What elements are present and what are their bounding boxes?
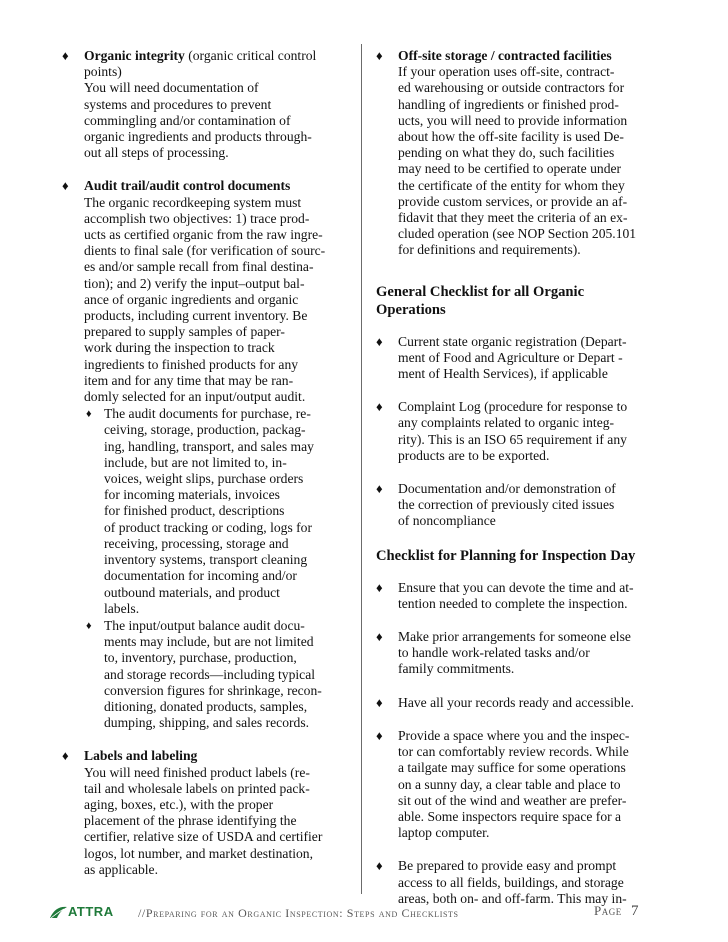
body-line: handling of ingredients or finished prod- [398, 96, 619, 112]
body-line: about how the off-site facility is used De- [398, 129, 624, 145]
body-line: a tailgate may suffice for some operations [398, 760, 626, 776]
attra-logo-text: ATTRA [68, 904, 114, 919]
body-line: receiving, processing, storage and [104, 535, 289, 551]
diamond-bullet-icon: ♦ [376, 399, 383, 415]
body-line: Provide a space where you and the inspec- [398, 727, 630, 743]
diamond-bullet-icon: ♦ [376, 727, 383, 743]
body-line: include, but are not limited to, in- [104, 454, 287, 470]
offsite-storage-item [376, 48, 660, 259]
body-line: products are to be exported. [398, 447, 550, 463]
body-line: areas, both on- and off-farm. This may in- [398, 890, 627, 906]
body-line: inventory systems, transport cleaning [104, 552, 308, 568]
body-line: may need to be certified to operate under [398, 161, 622, 177]
body-line: ceiving, storage, production, packag- [104, 422, 306, 438]
labels-item [62, 748, 352, 878]
body-line: for definitions and requirements). [398, 242, 581, 258]
body-line: voices, weight slips, purchase orders [104, 471, 304, 487]
body-line: domly selected for an input/output audit. [84, 389, 306, 405]
body-line: Current state organic registration (Depart- [398, 333, 627, 349]
body-line: tion); and 2) verify the input–output bal- [84, 275, 305, 291]
body-line: tor can comfortably review records. While [398, 744, 629, 760]
body-line: of product tracking or coding, logs for [104, 519, 313, 535]
body-line: labels. [104, 600, 140, 616]
body-line: dients to final sale (for verification of sourc- [84, 243, 326, 259]
diamond-bullet-icon: ♦ [376, 694, 383, 710]
body-line: the correction of previously cited issues [398, 497, 615, 513]
body-line: organic ingredients and products through- [84, 129, 312, 145]
body-line: access to all fields, buildings, and storage [398, 874, 624, 890]
body-line: Complaint Log (procedure for response to [398, 399, 628, 415]
body-line: item and for any time that may be ran- [84, 372, 294, 388]
organic-integrity-item [62, 48, 352, 161]
body-line: for incoming materials, invoices [104, 487, 280, 503]
body-line: able. Some inspectors require space for a [398, 808, 622, 824]
body-line: The input/output balance audit docu- [104, 617, 305, 633]
body-line: pending on what they do, such facilities [398, 145, 615, 161]
body-line: family commitments. [398, 661, 515, 677]
diamond-bullet-icon: ♦ [62, 48, 69, 63]
input-output-subitem [84, 618, 352, 731]
page-footer [48, 903, 648, 923]
diamond-bullet-icon: ♦ [376, 858, 383, 874]
body-line: to handle work-related tasks and/or [398, 645, 590, 661]
body-line: Ensure that you can devote the time and at- [398, 579, 634, 595]
body-line: commingling and/or contamination of [84, 112, 291, 128]
checklist-item [376, 629, 660, 678]
body-line: as applicable. [84, 861, 158, 877]
heading-line: Operations [376, 301, 446, 318]
diamond-bullet-icon: ♦ [62, 178, 69, 194]
body-line: systems and procedures to prevent [84, 96, 272, 112]
audit-trail-item [62, 178, 352, 731]
heading-line: Checklist for Planning for Inspection Day [376, 547, 636, 564]
diamond-bullet-icon: ♦ [376, 333, 383, 349]
body-line: tention needed to complete the inspection. [398, 595, 628, 611]
body-line: Make prior arrangements for someone else [398, 629, 631, 645]
body-line: aging, boxes, etc.), with the proper [84, 796, 274, 812]
body-line: accomplish two objectives: 1) trace prod- [84, 210, 310, 226]
body-line: points) [84, 64, 122, 80]
body-line: ment of Health Services), if applicable [398, 366, 608, 382]
checklist-item [376, 334, 660, 383]
item-title: Organic integrity [84, 48, 185, 63]
body-line: on a sunny day, a clear table and place to [398, 776, 621, 792]
body-line: documentation for incoming and/or [104, 568, 297, 584]
body-line: You will need finished product labels (re- [84, 764, 310, 780]
body-line: of noncompliance [398, 513, 496, 529]
checklist-item [376, 728, 660, 841]
body-line: provide custom services, or provide an af- [398, 193, 628, 209]
diamond-bullet-icon: ♦ [376, 481, 383, 497]
body-line: Be prepared to provide easy and prompt [398, 858, 617, 874]
body-line: If your operation uses off-site, contract- [398, 64, 615, 80]
body-line: es and/or sample recall from final destina- [84, 259, 314, 275]
body-line: conversion figures for shrinkage, recon- [104, 682, 322, 698]
checklist-item [376, 580, 660, 612]
page-label: Page [594, 903, 622, 918]
checklist-item [376, 858, 660, 907]
body-line: and storage records—including typical [104, 666, 316, 682]
page-number: 7 [631, 903, 639, 919]
body-line: The organic recordkeeping system must [84, 194, 302, 210]
body-line: ments may include, but are not limited [104, 634, 314, 650]
body-line: cluded operation (see NOP Section 205.101 [398, 226, 637, 242]
body-line: certifier, relative size of USDA and certifier [84, 829, 323, 845]
body-line: prepared to supply samples of paper- [84, 324, 285, 340]
body-line: laptop computer. [398, 825, 490, 841]
right-column [376, 48, 660, 924]
body-line: any complaints related to organic integ- [398, 415, 615, 431]
body-line: ucts, you will need to provide information [398, 112, 628, 128]
left-column [62, 48, 352, 895]
body-line: ing, handling, transport, and sales may [104, 438, 314, 454]
body-line: to, inventory, purchase, production, [104, 650, 297, 666]
body-line: the certificate of the entity for whom they [398, 177, 625, 193]
body-line: ditioning, donated products, samples, [104, 698, 308, 714]
body-line: out all steps of processing. [84, 145, 229, 161]
body-line: Documentation and/or demonstration of [398, 481, 616, 497]
body-line: placement of the phrase identifying the [84, 813, 297, 829]
general-checklist-heading [376, 283, 660, 319]
item-title: Audit trail/audit control documents [84, 178, 291, 194]
body-line: ment of Food and Agriculture or Depart - [398, 349, 623, 365]
heading-line: General Checklist for all Organic [376, 283, 585, 300]
item-title: Off-site storage / contracted facilities [398, 48, 612, 63]
column-divider [361, 44, 362, 894]
checklist-item [376, 481, 660, 530]
checklist-item [376, 399, 660, 464]
diamond-bullet-icon: ♦ [376, 579, 383, 595]
body-line: rity). This is an ISO 65 requirement if any [398, 431, 627, 447]
body-line: ingredients to finished products for any [84, 356, 299, 372]
item-title: Labels and labeling [84, 748, 198, 764]
body-line: Have all your records ready and accessible. [398, 694, 634, 710]
body-line: sit out of the wind and weather are prefer- [398, 792, 627, 808]
checklist-item [376, 695, 660, 711]
body-line: dumping, shipping, and sales records. [104, 715, 310, 731]
audit-documents-subitem [84, 406, 352, 617]
item-title-note: (organic critical control [184, 48, 317, 63]
body-line: work during the inspection to track [84, 340, 275, 356]
body-line: products, including current inventory. Be [84, 308, 308, 324]
attra-leaf-icon [48, 905, 68, 919]
planning-checklist-heading [376, 547, 660, 565]
body-line: tail and wholesale labels on printed pack- [84, 780, 310, 796]
body-line: for finished product, descriptions [104, 503, 285, 519]
body-line: ed warehousing or outside contractors for [398, 80, 625, 96]
diamond-bullet-icon: ♦ [376, 629, 383, 645]
body-line: You will need documentation of [84, 80, 259, 96]
diamond-bullet-icon: ♦ [376, 48, 383, 63]
body-line: fidavit that they meet the criteria of an ex- [398, 210, 628, 226]
body-line: ucts as certified organic from the raw ingre- [84, 227, 323, 243]
diamond-bullet-icon: ♦ [62, 748, 69, 764]
footer-document-title: //Preparing for an Organic Inspection: Steps and Checklists [138, 906, 459, 920]
body-line: The audit documents for purchase, re- [104, 406, 311, 422]
small-diamond-bullet-icon: ♦ [86, 619, 92, 632]
body-line: ance of organic ingredients and organic [84, 291, 299, 307]
small-diamond-bullet-icon: ♦ [86, 408, 92, 421]
body-line: logos, lot number, and market destination, [84, 845, 313, 861]
body-line: outbound materials, and product [104, 584, 280, 600]
